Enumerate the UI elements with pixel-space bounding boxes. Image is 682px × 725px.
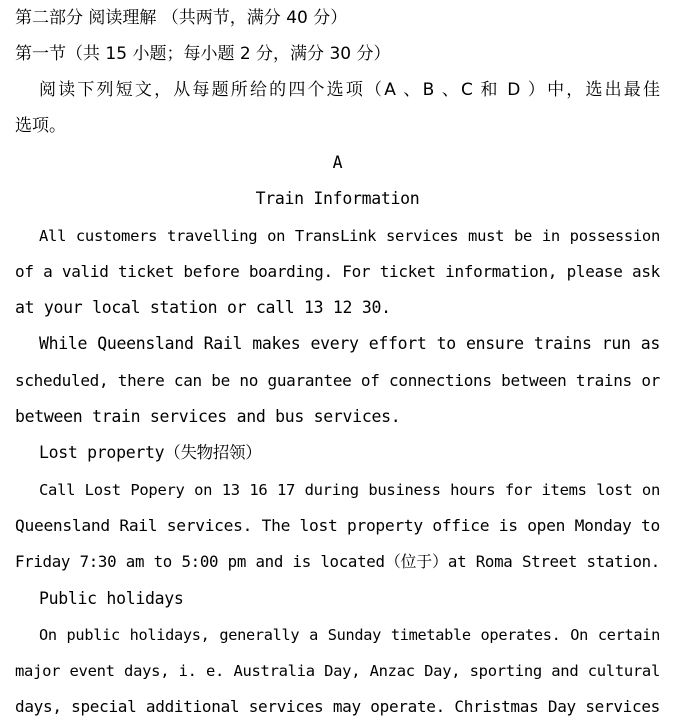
part-heading: 第二部分 阅读理解 （共两节，满分 40 分）	[15, 8, 348, 28]
passage-title: Train Information	[255, 189, 420, 208]
instructions-line-2: 选项。	[15, 116, 66, 136]
subsection-heading: 第一节（共 15 小题；每小题 2 分，满分 30 分）	[15, 44, 391, 64]
passage-line-9: Queensland Rail services. The lost property office is open Monday to	[15, 516, 660, 535]
passage-line-10: Friday 7:30 am to 5:00 pm and is located（位于）at Roma Street station.	[15, 552, 660, 571]
passage-line-1: All customers travelling on TransLink services must be in possession	[39, 227, 660, 245]
passage-line-5: scheduled, there can be no guarantee of connections between trains or	[15, 371, 660, 390]
passage-line-3: at your local station or call 13 12 30.	[15, 298, 391, 317]
passage-line-13: major event days, i. e. Australia Day, Anzac Day, sporting and cultural	[15, 662, 660, 680]
public-holidays-heading: Public holidays	[39, 589, 184, 608]
passage-line-4: While Queensland Rail makes every effort to ensure trains run as	[39, 334, 660, 353]
passage-letter: A	[332, 153, 343, 172]
passage-line-12: On public holidays, generally a Sunday timetable operates. On certain	[39, 626, 660, 644]
passage-line-6: between train services and bus services.	[15, 407, 401, 426]
instructions-line-1: 阅读下列短文，从每题所给的四个选项（A 、B 、C 和 D ）中，选出最佳	[39, 80, 660, 100]
lost-property-heading: Lost property（失物招领）	[39, 443, 262, 462]
passage-line-14: days, special additional services may operate. Christmas Day services	[15, 697, 660, 716]
passage-line-8: Call Lost Popery on 13 16 17 during business hours for items lost on	[39, 481, 660, 499]
passage-line-2: of a valid ticket before boarding. For ticket information, please ask	[15, 262, 660, 281]
